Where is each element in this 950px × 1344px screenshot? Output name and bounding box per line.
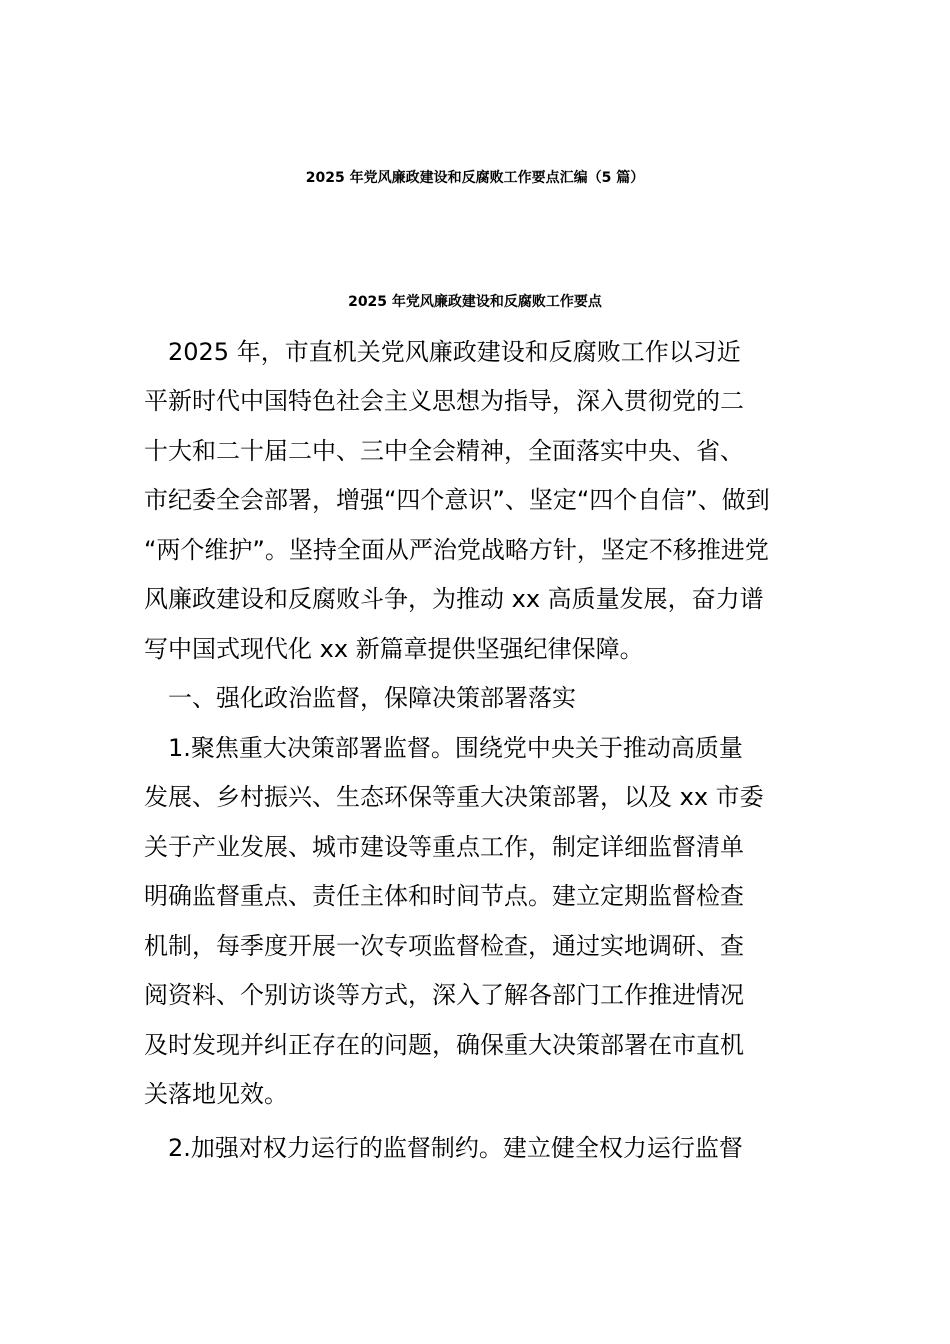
body-line: 2.加强对权力运行的监督制约。建立健全权力运行监督: [144, 1134, 743, 1162]
body-line: 及时发现并纠正存在的问题，确保重大决策部署在市直机: [144, 1031, 744, 1059]
body-line: 平新时代中国特色社会主义思想为指导，深入贯彻党的二: [144, 387, 744, 415]
body-line: 写中国式现代化 xx 新篇章提供坚强纪律保障。: [144, 635, 644, 663]
document-title: 2025 年党风廉政建设和反腐败工作要点汇编（5 篇）: [305, 170, 645, 186]
body-line: 十大和二十届二中、三中全会精神，全面落实中央、省、: [144, 437, 744, 465]
body-line: 2025 年，市直机关党风廉政建设和反腐败工作以习近: [144, 338, 741, 366]
heading-line: 一、强化政治监督，保障决策部署落实: [144, 684, 576, 712]
section-title: 2025 年党风廉政建设和反腐败工作要点: [348, 294, 602, 310]
body-line: 风廉政建设和反腐败斗争，为推动 xx 高质量发展，奋力谱: [144, 585, 764, 613]
body-line: 机制，每季度开展一次专项监督检查，通过实地调研、查: [144, 932, 744, 960]
body-line: “两个维护”。坚持全面从严治党战略方针，坚定不移推进党: [144, 536, 769, 564]
body-line: 阅资料、个别访谈等方式，深入了解各部门工作推进情况: [144, 981, 744, 1009]
body-line: 明确监督重点、责任主体和时间节点。建立定期监督检查: [144, 882, 744, 910]
body-line: 市纪委全会部署，增强“四个意识”、坚定“四个自信”、做到: [144, 486, 770, 514]
body-line: 关于产业发展、城市建设等重点工作，制定详细监督清单: [144, 833, 744, 861]
body-line: 发展、乡村振兴、生态环保等重大决策部署，以及 xx 市委: [144, 783, 764, 811]
body-line: 1.聚焦重大决策部署监督。围绕党中央关于推动高质量: [144, 734, 743, 762]
body-line: 关落地见效。: [144, 1080, 288, 1108]
